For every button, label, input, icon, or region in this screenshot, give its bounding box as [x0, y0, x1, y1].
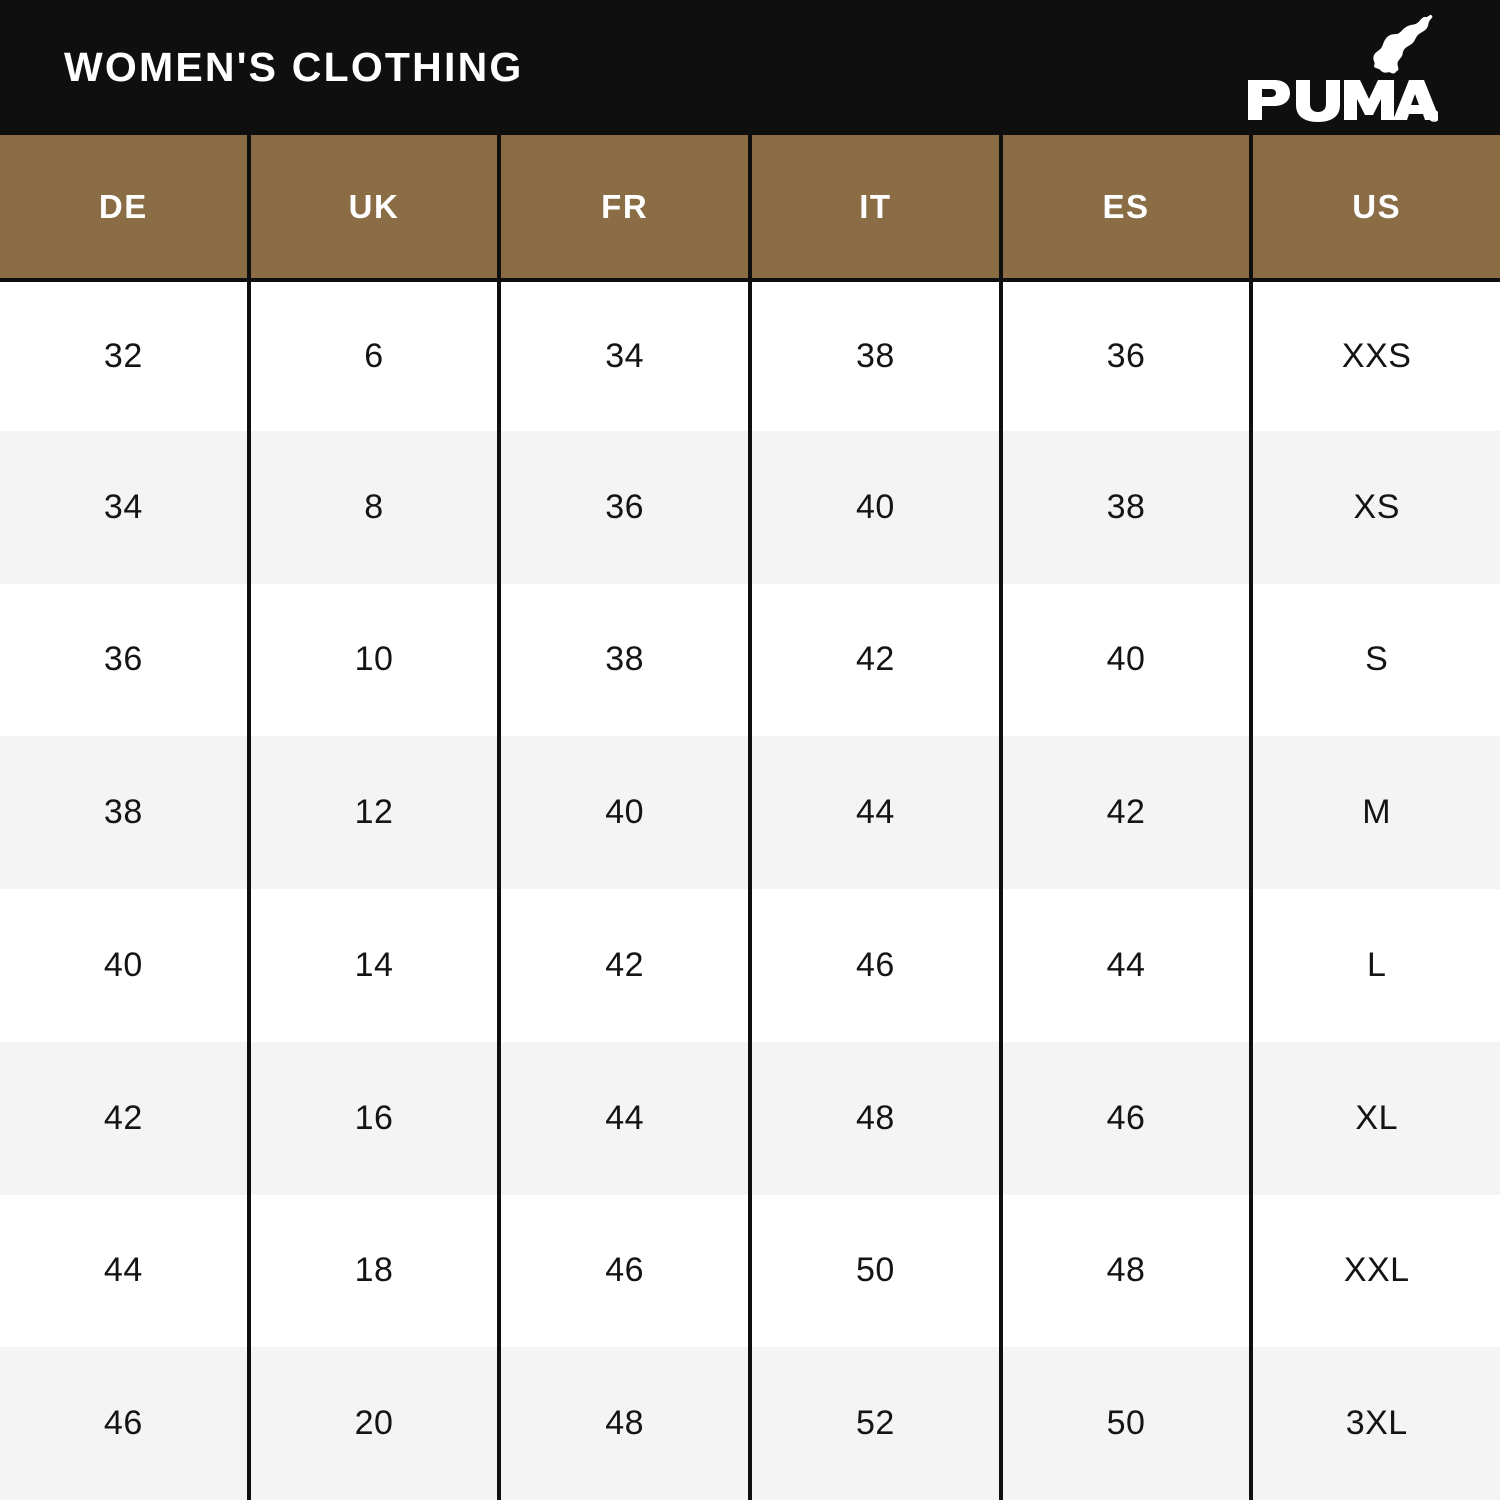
- cell-us: XL: [1355, 1098, 1398, 1137]
- cell-fr: 36: [501, 431, 752, 584]
- cell-de: 44: [0, 1195, 251, 1348]
- cell-de: 32: [0, 278, 251, 431]
- table-row: [0, 889, 1500, 1042]
- table-row: [0, 736, 1500, 889]
- cell-fr: 38: [501, 584, 752, 737]
- size-table: [0, 135, 1500, 1500]
- puma-cat-icon: [1248, 14, 1438, 76]
- puma-wordmark: [1246, 78, 1438, 122]
- table-row: [0, 1347, 1500, 1500]
- chart-header: [0, 0, 1500, 135]
- cell-uk: 10: [251, 584, 502, 737]
- cell-de: 42: [0, 1042, 251, 1195]
- cell-it: 48: [752, 1042, 1003, 1195]
- cell-de: 38: [0, 736, 251, 889]
- cell-us: XXL: [1343, 1251, 1410, 1290]
- cell-fr: 34: [501, 278, 752, 431]
- column-header-de: DE: [0, 135, 251, 278]
- cell-es: 42: [1003, 736, 1254, 889]
- cell-uk: 12: [251, 736, 502, 889]
- cell-es: 38: [1003, 431, 1254, 584]
- cell-es: 40: [1003, 584, 1254, 737]
- column-header-us: US: [1352, 187, 1402, 225]
- cell-es: 50: [1003, 1347, 1254, 1500]
- cell-de: 46: [0, 1347, 251, 1500]
- cell-it: 52: [752, 1347, 1003, 1500]
- cell-fr: 46: [501, 1195, 752, 1348]
- cell-us: XS: [1353, 487, 1400, 526]
- cell-fr: 44: [501, 1042, 752, 1195]
- cell-es: 48: [1003, 1195, 1254, 1348]
- cell-es: 46: [1003, 1042, 1254, 1195]
- cell-de: 40: [0, 889, 251, 1042]
- cell-es: 36: [1003, 278, 1254, 431]
- cell-us: M: [1362, 793, 1392, 832]
- table-header-row: [0, 135, 1500, 278]
- cell-it: 38: [752, 278, 1003, 431]
- column-header-es: ES: [1003, 135, 1254, 278]
- cell-es: 44: [1003, 889, 1254, 1042]
- cell-fr: 40: [501, 736, 752, 889]
- cell-uk: 16: [251, 1042, 502, 1195]
- table-row: [0, 431, 1500, 584]
- cell-us: XXS: [1253, 278, 1500, 431]
- table-row: [0, 1042, 1500, 1195]
- cell-uk: 14: [251, 889, 502, 1042]
- table-row: [0, 584, 1500, 737]
- puma-logo: [1246, 14, 1438, 122]
- cell-fr: 42: [501, 889, 752, 1042]
- cell-uk: 20: [251, 1347, 502, 1500]
- cell-it: 46: [752, 889, 1003, 1042]
- cell-de: 36: [0, 584, 251, 737]
- cell-it: 50: [752, 1195, 1003, 1348]
- cell-us: S: [1365, 640, 1389, 679]
- cell-uk: 18: [251, 1195, 502, 1348]
- column-header-it: IT: [752, 135, 1003, 278]
- cell-it: 40: [752, 431, 1003, 584]
- cell-de: 34: [0, 431, 251, 584]
- column-header-uk: UK: [251, 135, 502, 278]
- page-title: WOMEN'S CLOTHING: [64, 44, 524, 90]
- cell-uk: 8: [251, 431, 502, 584]
- cell-fr: 48: [501, 1347, 752, 1500]
- cell-us: 3XL: [1345, 1404, 1408, 1443]
- column-header-fr: FR: [501, 135, 752, 278]
- cell-it: 42: [752, 584, 1003, 737]
- table-row: [0, 1195, 1500, 1348]
- cell-uk: 6: [251, 278, 502, 431]
- cell-us: L: [1366, 945, 1387, 984]
- svg-text:R: R: [1431, 114, 1437, 121]
- table-row: [0, 278, 1500, 431]
- cell-it: 44: [752, 736, 1003, 889]
